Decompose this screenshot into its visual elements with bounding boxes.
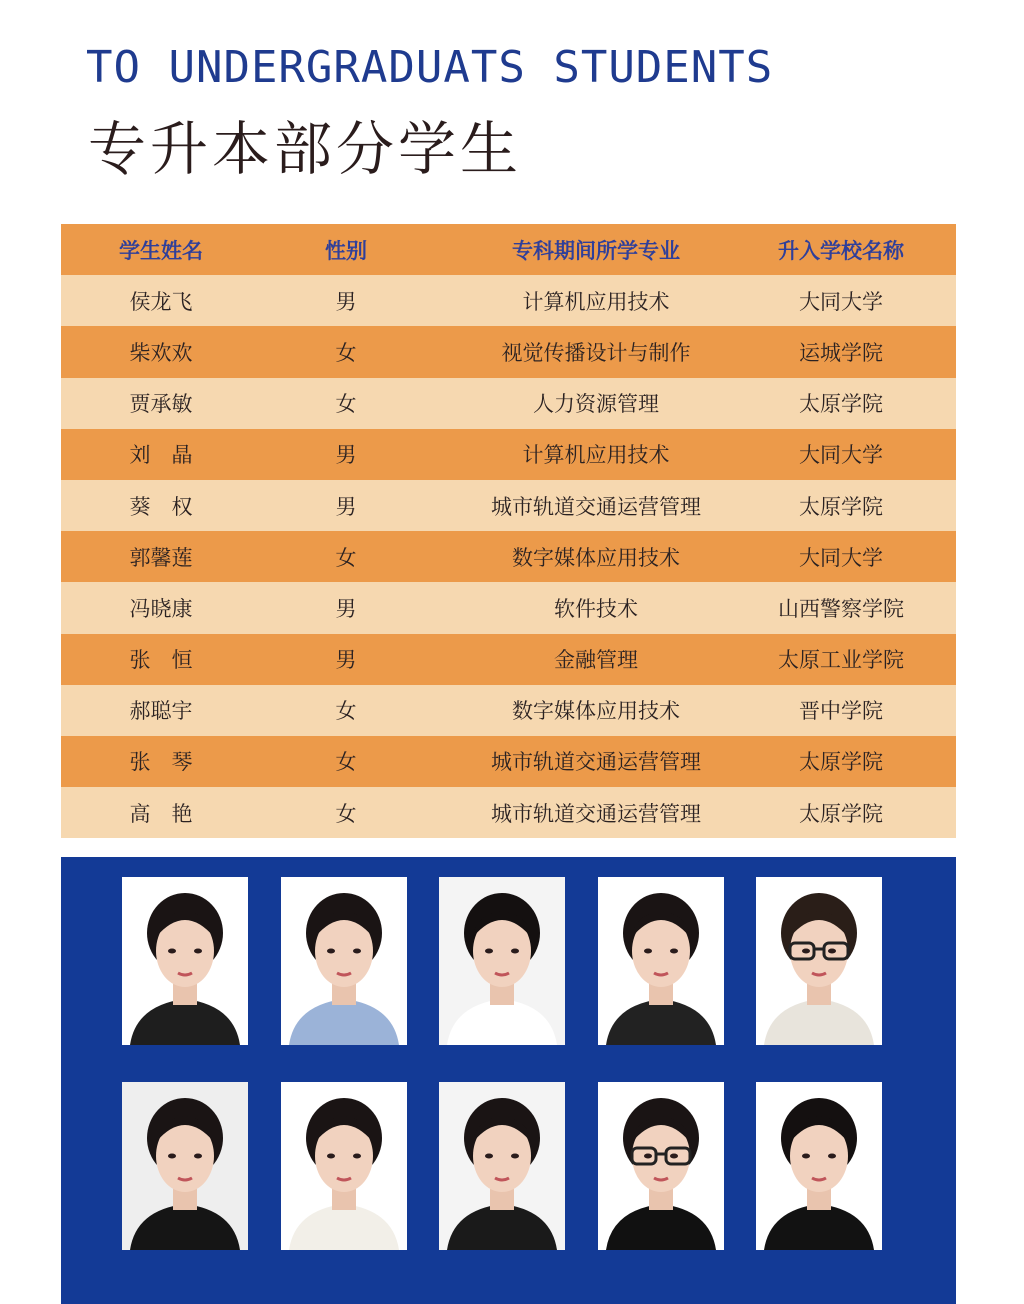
major-cell: 计算机应用技术 <box>522 289 670 314</box>
university-cell: 太原工业学院 <box>778 648 904 673</box>
student-name-cell: 张 琴 <box>129 750 193 775</box>
table-row <box>61 787 956 838</box>
table-row <box>61 685 956 736</box>
student-table <box>61 224 956 838</box>
university-cell: 太原学院 <box>799 750 883 775</box>
student-photo <box>598 877 724 1045</box>
table-header-row <box>61 224 956 275</box>
student-name-cell: 张 恒 <box>129 648 193 673</box>
student-photo <box>439 1082 565 1250</box>
student-name-cell: 高 艳 <box>129 801 193 826</box>
university-cell: 太原学院 <box>799 494 883 519</box>
major-cell: 软件技术 <box>554 596 638 621</box>
student-name-cell: 郝聪宇 <box>129 699 193 724</box>
student-photo <box>122 877 248 1045</box>
student-name-cell: 刘 晶 <box>129 443 193 468</box>
student-photo <box>756 1082 882 1250</box>
student-photo <box>122 1082 248 1250</box>
major-cell: 数字媒体应用技术 <box>512 699 680 724</box>
gender-cell: 女 <box>335 392 357 417</box>
english-title: TO UNDERGRADUATS STUDENTS <box>86 42 774 93</box>
student-photo <box>439 877 565 1045</box>
gender-cell: 男 <box>335 494 357 519</box>
university-cell: 山西警察学院 <box>778 596 904 621</box>
gender-cell: 男 <box>335 443 357 468</box>
table-row <box>61 736 956 787</box>
student-name-cell: 侯龙飞 <box>129 289 193 314</box>
university-cell: 大同大学 <box>799 545 883 570</box>
gender-cell: 女 <box>335 340 357 365</box>
major-cell: 城市轨道交通运营管理 <box>491 801 701 826</box>
university-cell: 运城学院 <box>799 340 883 365</box>
table-row <box>61 378 956 429</box>
header-name: 学生姓名 <box>119 238 203 263</box>
table-row <box>61 429 956 480</box>
table-row <box>61 531 956 582</box>
gender-cell: 男 <box>335 648 357 673</box>
table-row <box>61 480 956 531</box>
major-cell: 数字媒体应用技术 <box>512 545 680 570</box>
university-cell: 大同大学 <box>799 443 883 468</box>
gender-cell: 男 <box>335 289 357 314</box>
university-cell: 大同大学 <box>799 289 883 314</box>
student-photo <box>281 1082 407 1250</box>
major-cell: 城市轨道交通运营管理 <box>491 750 701 775</box>
major-cell: 金融管理 <box>554 648 638 673</box>
table-row <box>61 634 956 685</box>
student-name-cell: 葵 权 <box>129 494 193 519</box>
header-gender: 性别 <box>325 238 367 263</box>
student-name-cell: 冯晓康 <box>129 596 193 621</box>
student-name-cell: 贾承敏 <box>129 392 193 417</box>
gender-cell: 女 <box>335 545 357 570</box>
student-photo <box>281 877 407 1045</box>
major-cell: 视觉传播设计与制作 <box>501 340 691 365</box>
gender-cell: 男 <box>335 596 357 621</box>
header-major: 专科期间所学专业 <box>512 238 680 263</box>
table-row <box>61 275 956 326</box>
university-cell: 太原学院 <box>799 392 883 417</box>
gender-cell: 女 <box>335 801 357 826</box>
student-name-cell: 柴欢欢 <box>129 340 193 365</box>
major-cell: 人力资源管理 <box>533 392 659 417</box>
gender-cell: 女 <box>335 699 357 724</box>
major-cell: 城市轨道交通运营管理 <box>491 494 701 519</box>
student-photo <box>598 1082 724 1250</box>
table-row <box>61 582 956 633</box>
table-row <box>61 326 956 377</box>
university-cell: 太原学院 <box>799 801 883 826</box>
student-photo <box>756 877 882 1045</box>
gender-cell: 女 <box>335 750 357 775</box>
chinese-title: 专升本部分学生 <box>88 115 523 183</box>
university-cell: 晋中学院 <box>799 699 883 724</box>
header-university: 升入学校名称 <box>778 238 904 263</box>
student-name-cell: 郭馨莲 <box>129 545 193 570</box>
major-cell: 计算机应用技术 <box>522 443 670 468</box>
photo-panel <box>61 857 956 1304</box>
